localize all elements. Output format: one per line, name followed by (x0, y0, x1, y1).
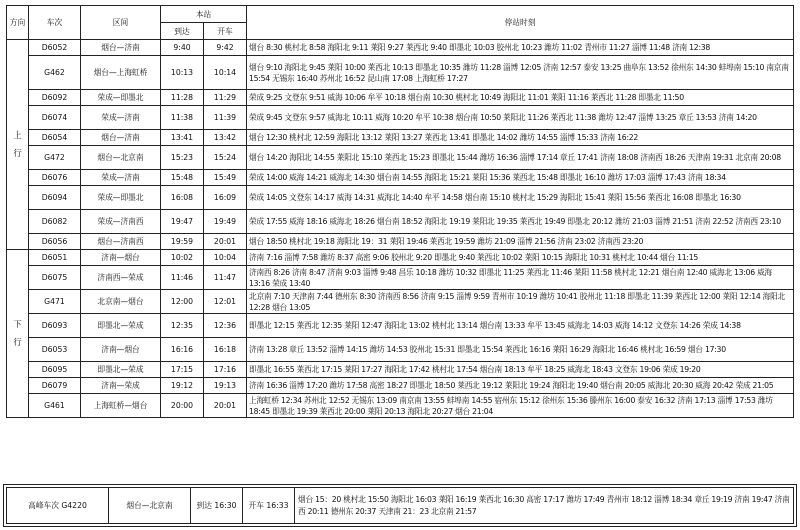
header-train-no: 车次 (29, 6, 81, 40)
depart-time: 11:47 (204, 266, 247, 290)
route-section: 济南—烟台 (81, 250, 161, 266)
route-section: 烟台—济南 (81, 40, 161, 56)
arrive-time: 19:59 (161, 234, 204, 250)
peak-label: 高峰车次 G4220 (7, 488, 109, 524)
route-section: 即墨北—荣成 (81, 362, 161, 378)
arrive-time: 19:12 (161, 378, 204, 394)
timetable-row (7, 210, 794, 234)
arrive-time: 11:28 (161, 90, 204, 106)
train-number: D6054 (29, 130, 81, 146)
depart-time: 12:36 (204, 314, 247, 338)
train-number: D6056 (29, 234, 81, 250)
timetable-row (7, 106, 794, 130)
stop-times: 济南 16:36 淄博 17:20 潍坊 17:58 高密 18:27 即墨北 18:50 莱西北 19:12 莱阳北 19:24 海阳北 19:40 烟台南 20:05 威海北 20:30 威海 20:42 荣成 21:05 (247, 378, 794, 394)
depart-time: 12:01 (204, 290, 247, 314)
stop-times: 荣成 9:25 文登东 9:51 威海 10:06 牟平 10:18 烟台南 10:30 桃村北 10:49 海阳北 11:01 莱阳 11:16 莱西北 11:28 即墨北 11:50 (247, 90, 794, 106)
depart-time: 17:16 (204, 362, 247, 378)
train-number: G461 (29, 394, 81, 418)
train-number: D6075 (29, 266, 81, 290)
timetable-row (7, 338, 794, 362)
timetable-body (7, 40, 794, 418)
stop-times: 荣成 14:00 威海 14:21 威海北 14:30 烟台南 14:55 海阳北 15:21 莱阳 15:36 莱西北 15:48 即墨北 16:10 潍坊 17:03 淄博 17:43 济南 18:34 (247, 170, 794, 186)
route-section: 济南—烟台 (81, 338, 161, 362)
header-stops: 停站时刻 (247, 6, 794, 40)
peak-stops: 烟台 15：20 桃村北 15:50 海阳北 16:03 莱阳 16:19 莱西北 16:30 高密 17:17 潍坊 17:49 青州市 18:12 淄博 18:34 章丘 19:19 济南 19:47 济南西 20:11 德州东 20:37 天津南 21：23 北京南 21:57 (295, 488, 794, 524)
train-number: G462 (29, 56, 81, 90)
route-section: 荣成—即墨北 (81, 90, 161, 106)
timetable-row (7, 362, 794, 378)
route-section: 上海虹桥—烟台 (81, 394, 161, 418)
arrive-time: 20:00 (161, 394, 204, 418)
train-number: D6076 (29, 170, 81, 186)
stop-times: 即墨北 16:55 莱西北 17:15 莱阳 17:27 海阳北 17:42 桃村北 17:54 烟台南 18:13 牟平 18:25 威海北 18:43 文登东 19:06 荣成 19:20 (247, 362, 794, 378)
train-number: D6052 (29, 40, 81, 56)
stop-times: 烟台 18:50 桃村北 19:18 海阳北 19：31 莱阳 19:46 莱西北 19:59 潍坊 21:09 淄博 21:56 济南 23:02 济南西 23:20 (247, 234, 794, 250)
stop-times: 济南 13:28 章丘 13:52 淄博 14:15 潍坊 14:53 胶州北 15:31 即墨北 15:54 莱西北 16:16 莱阳 16:29 海阳北 16:46 桃村北 16:59 烟台 17:30 (247, 338, 794, 362)
train-number: D6092 (29, 90, 81, 106)
direction-char: 上 (13, 130, 22, 141)
timetable (6, 5, 794, 418)
stop-times: 烟台 9:10 海阳北 9:45 莱阳 10:00 莱西北 10:13 即墨北 10:35 潍坊 11:28 淄博 12:05 济南 12:57 泰安 13:25 曲阜东 13:52 徐州东 14:30 蚌埠南 15:10 南京南 15:54 无锡东 16:40 苏州北 16:52 昆山南 17:08 上海虹桥 17:27 (247, 56, 794, 90)
timetable-row (7, 40, 794, 56)
direction-label (7, 40, 29, 250)
stop-times: 即墨北 12:15 莱西北 12:35 莱阳 12:47 海阳北 13:02 桃村北 13:14 烟台南 13:33 牟平 13:45 威海北 14:03 威海 14:12 文登东 14:26 荣成 14:38 (247, 314, 794, 338)
depart-time: 16:18 (204, 338, 247, 362)
stop-times: 荣成 17:55 威海 18:16 威海北 18:26 烟台南 18:52 海阳北 19:19 莱阳北 19:35 莱西北 19:49 即墨北 20:12 潍坊 21:03 淄博 21:51 济南 22:52 济南西 23:10 (247, 210, 794, 234)
stop-times: 烟台 8:30 桃村北 8:58 海阳北 9:11 莱阳 9:27 莱西北 9:40 即墨北 10:03 胶州北 10:23 潍坊 11:02 青州市 11:27 淄博 11:48 济南 12:38 (247, 40, 794, 56)
direction-char: 行 (13, 337, 22, 348)
timetable-row (7, 234, 794, 250)
timetable-row (7, 394, 794, 418)
header-direction: 方向 (7, 6, 29, 40)
train-number: D6082 (29, 210, 81, 234)
stop-times: 济南西 8:26 济南 8:47 济南 9:03 淄博 9:48 昌乐 10:18 潍坊 10:32 即墨北 11:25 莱西北 11:46 莱阳 11:58 桃村北 12:21 烟台南 12:40 威海北 13:06 威海 13:16 荣成 13:40 (247, 266, 794, 290)
direction-char: 下 (13, 319, 22, 330)
depart-time: 9:42 (204, 40, 247, 56)
stop-times: 烟台 12:30 桃村北 12:59 海阳北 13:12 莱阳 13:27 莱西北 13:41 即墨北 14:02 潍坊 14:55 淄博 15:33 济南 16:22 (247, 130, 794, 146)
timetable-row (7, 314, 794, 338)
arrive-time: 11:38 (161, 106, 204, 130)
arrive-time: 10:02 (161, 250, 204, 266)
depart-time: 19:13 (204, 378, 247, 394)
timetable-row (7, 130, 794, 146)
depart-time: 15:24 (204, 146, 247, 170)
depart-time: 20:01 (204, 394, 247, 418)
train-number: D6079 (29, 378, 81, 394)
timetable-row (7, 250, 794, 266)
train-number: D6093 (29, 314, 81, 338)
arrive-time: 11:46 (161, 266, 204, 290)
train-number: D6051 (29, 250, 81, 266)
arrive-time: 10:13 (161, 56, 204, 90)
peak-depart: 开车 16:33 (243, 488, 295, 524)
route-section: 北京南—烟台 (81, 290, 161, 314)
arrive-time: 17:15 (161, 362, 204, 378)
route-section: 济南西—荣成 (81, 266, 161, 290)
depart-time: 15:49 (204, 170, 247, 186)
route-section: 荣成—即墨北 (81, 186, 161, 210)
header-this-station: 本站 (161, 6, 247, 23)
depart-time: 10:14 (204, 56, 247, 90)
header-arrive: 到达 (161, 23, 204, 40)
timetable-row (7, 90, 794, 106)
stop-times: 上海虹桥 12:34 苏州北 12:52 无锡东 13:09 南京南 13:55 蚌埠南 14:55 宿州东 15:12 徐州东 15:36 滕州东 16:00 泰安 16:32 济南 17:13 淄博 17:53 潍坊 18:45 即墨北 19:39 莱西北 20:00 莱阳 20:13 海阳北 20:27 烟台 21:04 (247, 394, 794, 418)
train-number: D6053 (29, 338, 81, 362)
route-section: 即墨北—荣成 (81, 314, 161, 338)
depart-time: 10:04 (204, 250, 247, 266)
peak-route: 烟台—北京南 (109, 488, 191, 524)
arrive-time: 12:35 (161, 314, 204, 338)
train-number: D6095 (29, 362, 81, 378)
route-section: 荣成—济南西 (81, 210, 161, 234)
peak-arrive: 到达 16:30 (191, 488, 243, 524)
route-section: 荣成—济南 (81, 170, 161, 186)
stop-times: 济南 7:16 淄博 7:58 潍坊 8:37 高密 9:06 胶州北 9:20 即墨北 9:40 莱西北 10:02 莱阳 10:15 海阳北 10:31 桃村北 10:44 烟台 11:15 (247, 250, 794, 266)
stop-times: 荣成 14:05 文登东 14:17 威海 14:31 威海北 14:40 牟平 14:58 烟台南 15:10 桃村北 15:29 海阳北 15:41 莱阳 15:56 莱西北 16:08 即墨北 16:30 (247, 186, 794, 210)
direction-label (7, 250, 29, 418)
timetable-row (7, 290, 794, 314)
train-number: D6094 (29, 186, 81, 210)
header-depart: 开车 (204, 23, 247, 40)
arrive-time: 19:47 (161, 210, 204, 234)
stop-times: 北京南 7:10 天津南 7:44 德州东 8:30 济南西 8:56 济南 9:15 淄博 9:59 青州市 10:19 潍坊 10:41 胶州北 11:18 即墨北 11:39 莱西北 12:00 莱阳 12:14 海阳北 12:28 烟台 13:05 (247, 290, 794, 314)
timetable-row (7, 56, 794, 90)
arrive-time: 15:23 (161, 146, 204, 170)
train-number: D6074 (29, 106, 81, 130)
route-section: 烟台—北京南 (81, 146, 161, 170)
train-number: G471 (29, 290, 81, 314)
stop-times: 烟台 14:20 海阳北 14:55 莱阳北 15:10 莱西北 15:23 即墨北 15:44 潍坊 16:36 淄博 17:14 章丘 17:41 济南 18:08 济南西 18:26 天津南 19:31 北京南 20:08 (247, 146, 794, 170)
timetable-row (7, 266, 794, 290)
timetable-row (7, 186, 794, 210)
train-number: G472 (29, 146, 81, 170)
depart-time: 11:29 (204, 90, 247, 106)
depart-time: 11:39 (204, 106, 247, 130)
arrive-time: 9:40 (161, 40, 204, 56)
direction-char: 行 (13, 148, 22, 159)
depart-time: 19:49 (204, 210, 247, 234)
arrive-time: 16:16 (161, 338, 204, 362)
route-section: 济南—荣成 (81, 378, 161, 394)
arrive-time: 13:41 (161, 130, 204, 146)
timetable-row (7, 146, 794, 170)
arrive-time: 12:00 (161, 290, 204, 314)
route-section: 烟台—上海虹桥 (81, 56, 161, 90)
timetable-row (7, 378, 794, 394)
route-section: 烟台—济南 (81, 130, 161, 146)
arrive-time: 16:08 (161, 186, 204, 210)
depart-time: 20:01 (204, 234, 247, 250)
depart-time: 16:09 (204, 186, 247, 210)
stop-times: 荣成 9:45 文登东 9:57 威海北 10:11 威海 10:20 牟平 10:38 烟台南 10:50 莱阳北 11:26 莱西北 11:38 潍坊 12:47 淄博 13:25 章丘 13:53 济南 14:20 (247, 106, 794, 130)
route-section: 烟台—济南西 (81, 234, 161, 250)
header-section: 区间 (81, 6, 161, 40)
route-section: 荣成—济南 (81, 106, 161, 130)
depart-time: 13:42 (204, 130, 247, 146)
timetable-row (7, 170, 794, 186)
arrive-time: 15:48 (161, 170, 204, 186)
peak-train-table (6, 487, 794, 524)
